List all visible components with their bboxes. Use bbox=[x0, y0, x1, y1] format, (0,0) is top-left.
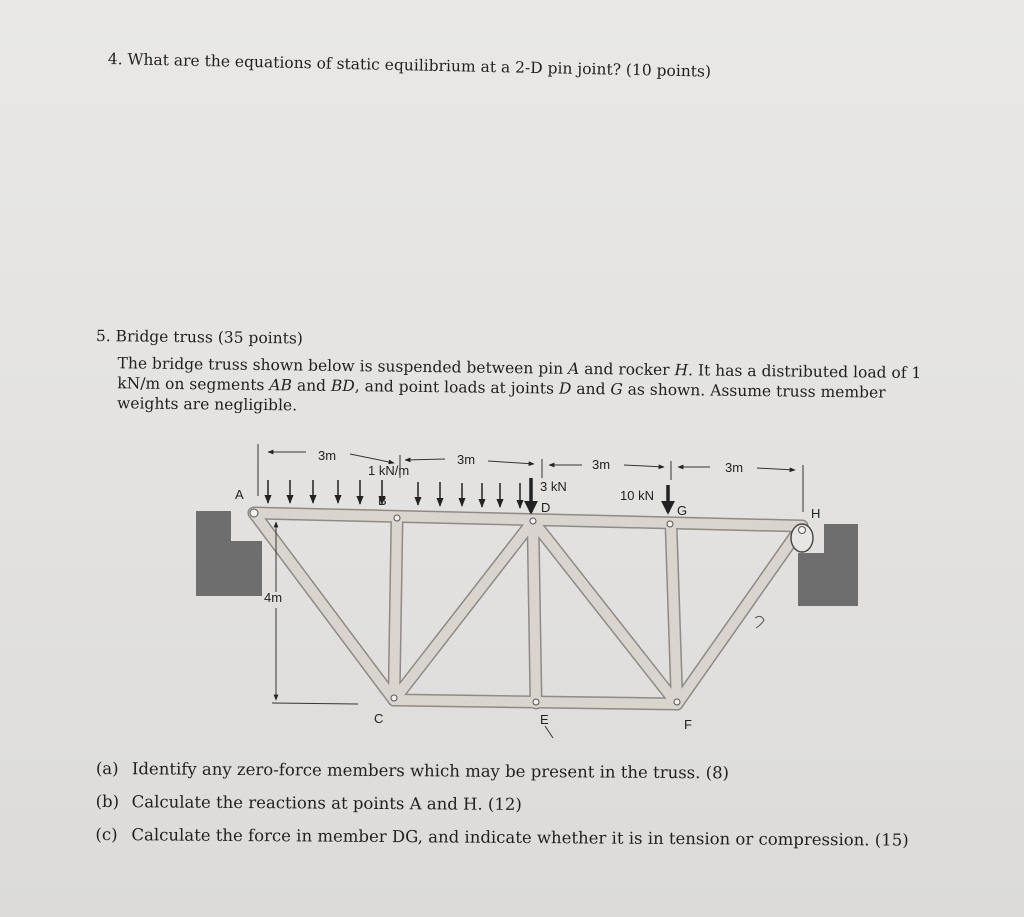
joint-label-h: H bbox=[811, 506, 821, 521]
distributed-load-label: 1 kN/m bbox=[368, 463, 410, 478]
var-h: H bbox=[674, 361, 689, 380]
dim-label-3: 3m bbox=[592, 457, 611, 472]
var-d: D bbox=[558, 379, 572, 398]
pin-f bbox=[674, 699, 680, 705]
question-4-text: What are the equations of static equilibrium at a 2-D pin joint? (10 points) bbox=[127, 50, 712, 81]
joint-label-f: F bbox=[684, 717, 692, 732]
joint-label-e: E bbox=[540, 712, 549, 727]
pencil-mark bbox=[755, 616, 764, 628]
part-a-tag: (a) bbox=[95, 758, 119, 779]
joint-label-g: G bbox=[677, 503, 688, 518]
part-c-tag: (c) bbox=[95, 824, 118, 845]
load-d-label: 3 kN bbox=[540, 479, 567, 494]
distributed-load-arrows bbox=[268, 480, 520, 508]
pin-b bbox=[394, 515, 400, 521]
joint-label-a: A bbox=[235, 487, 244, 502]
dim-label-4: 3m bbox=[725, 460, 744, 475]
body-text: and bbox=[291, 376, 332, 395]
joint-label-d: D bbox=[541, 500, 551, 515]
part-a-text: Identify any zero-force members which may be present in the truss. (8) bbox=[131, 759, 730, 783]
pin-e bbox=[533, 699, 539, 705]
question-5-number: 5. bbox=[95, 327, 111, 346]
question-5-heading: Bridge truss (35 points) bbox=[115, 327, 304, 348]
joint-label-b: B bbox=[378, 493, 387, 508]
pin-g bbox=[667, 521, 673, 527]
pin-c bbox=[391, 695, 397, 701]
question-4-number: 4. bbox=[107, 50, 123, 69]
var-a: A bbox=[567, 359, 580, 378]
part-c bbox=[95, 818, 908, 857]
var-g: G bbox=[610, 380, 623, 399]
dim-label-2: 3m bbox=[457, 452, 476, 467]
body-text: as shown. Assume truss member weights are negligible. bbox=[116, 380, 886, 415]
body-text: The bridge truss shown below is suspended between pin bbox=[117, 354, 569, 378]
part-c-text: Calculate the force in member DG, and indicate whether it is in tension or compression. (15) bbox=[131, 825, 909, 850]
var-ab: AB bbox=[269, 376, 293, 395]
question-5-parts bbox=[95, 752, 909, 857]
support-block-left bbox=[196, 511, 262, 596]
body-text: , and point loads at joints bbox=[354, 377, 560, 398]
part-b-text: Calculate the reactions at points A and H. (12) bbox=[131, 792, 522, 814]
var-bd: BD bbox=[330, 376, 355, 396]
body-text: . It has a distributed load of 1 kN/m on segments bbox=[117, 361, 922, 395]
pencil-mark-e bbox=[545, 726, 553, 738]
pin-d bbox=[530, 518, 536, 524]
body-text: and rocker bbox=[579, 359, 675, 380]
pin-a bbox=[250, 509, 258, 517]
body-text: and bbox=[571, 379, 611, 399]
part-b-tag: (b) bbox=[95, 791, 120, 812]
height-label: 4m bbox=[264, 590, 283, 605]
dim-label-1: 3m bbox=[318, 448, 337, 463]
load-g-label: 10 kN bbox=[620, 488, 654, 503]
truss-members bbox=[254, 513, 802, 704]
joint-label-c: C bbox=[374, 711, 384, 726]
